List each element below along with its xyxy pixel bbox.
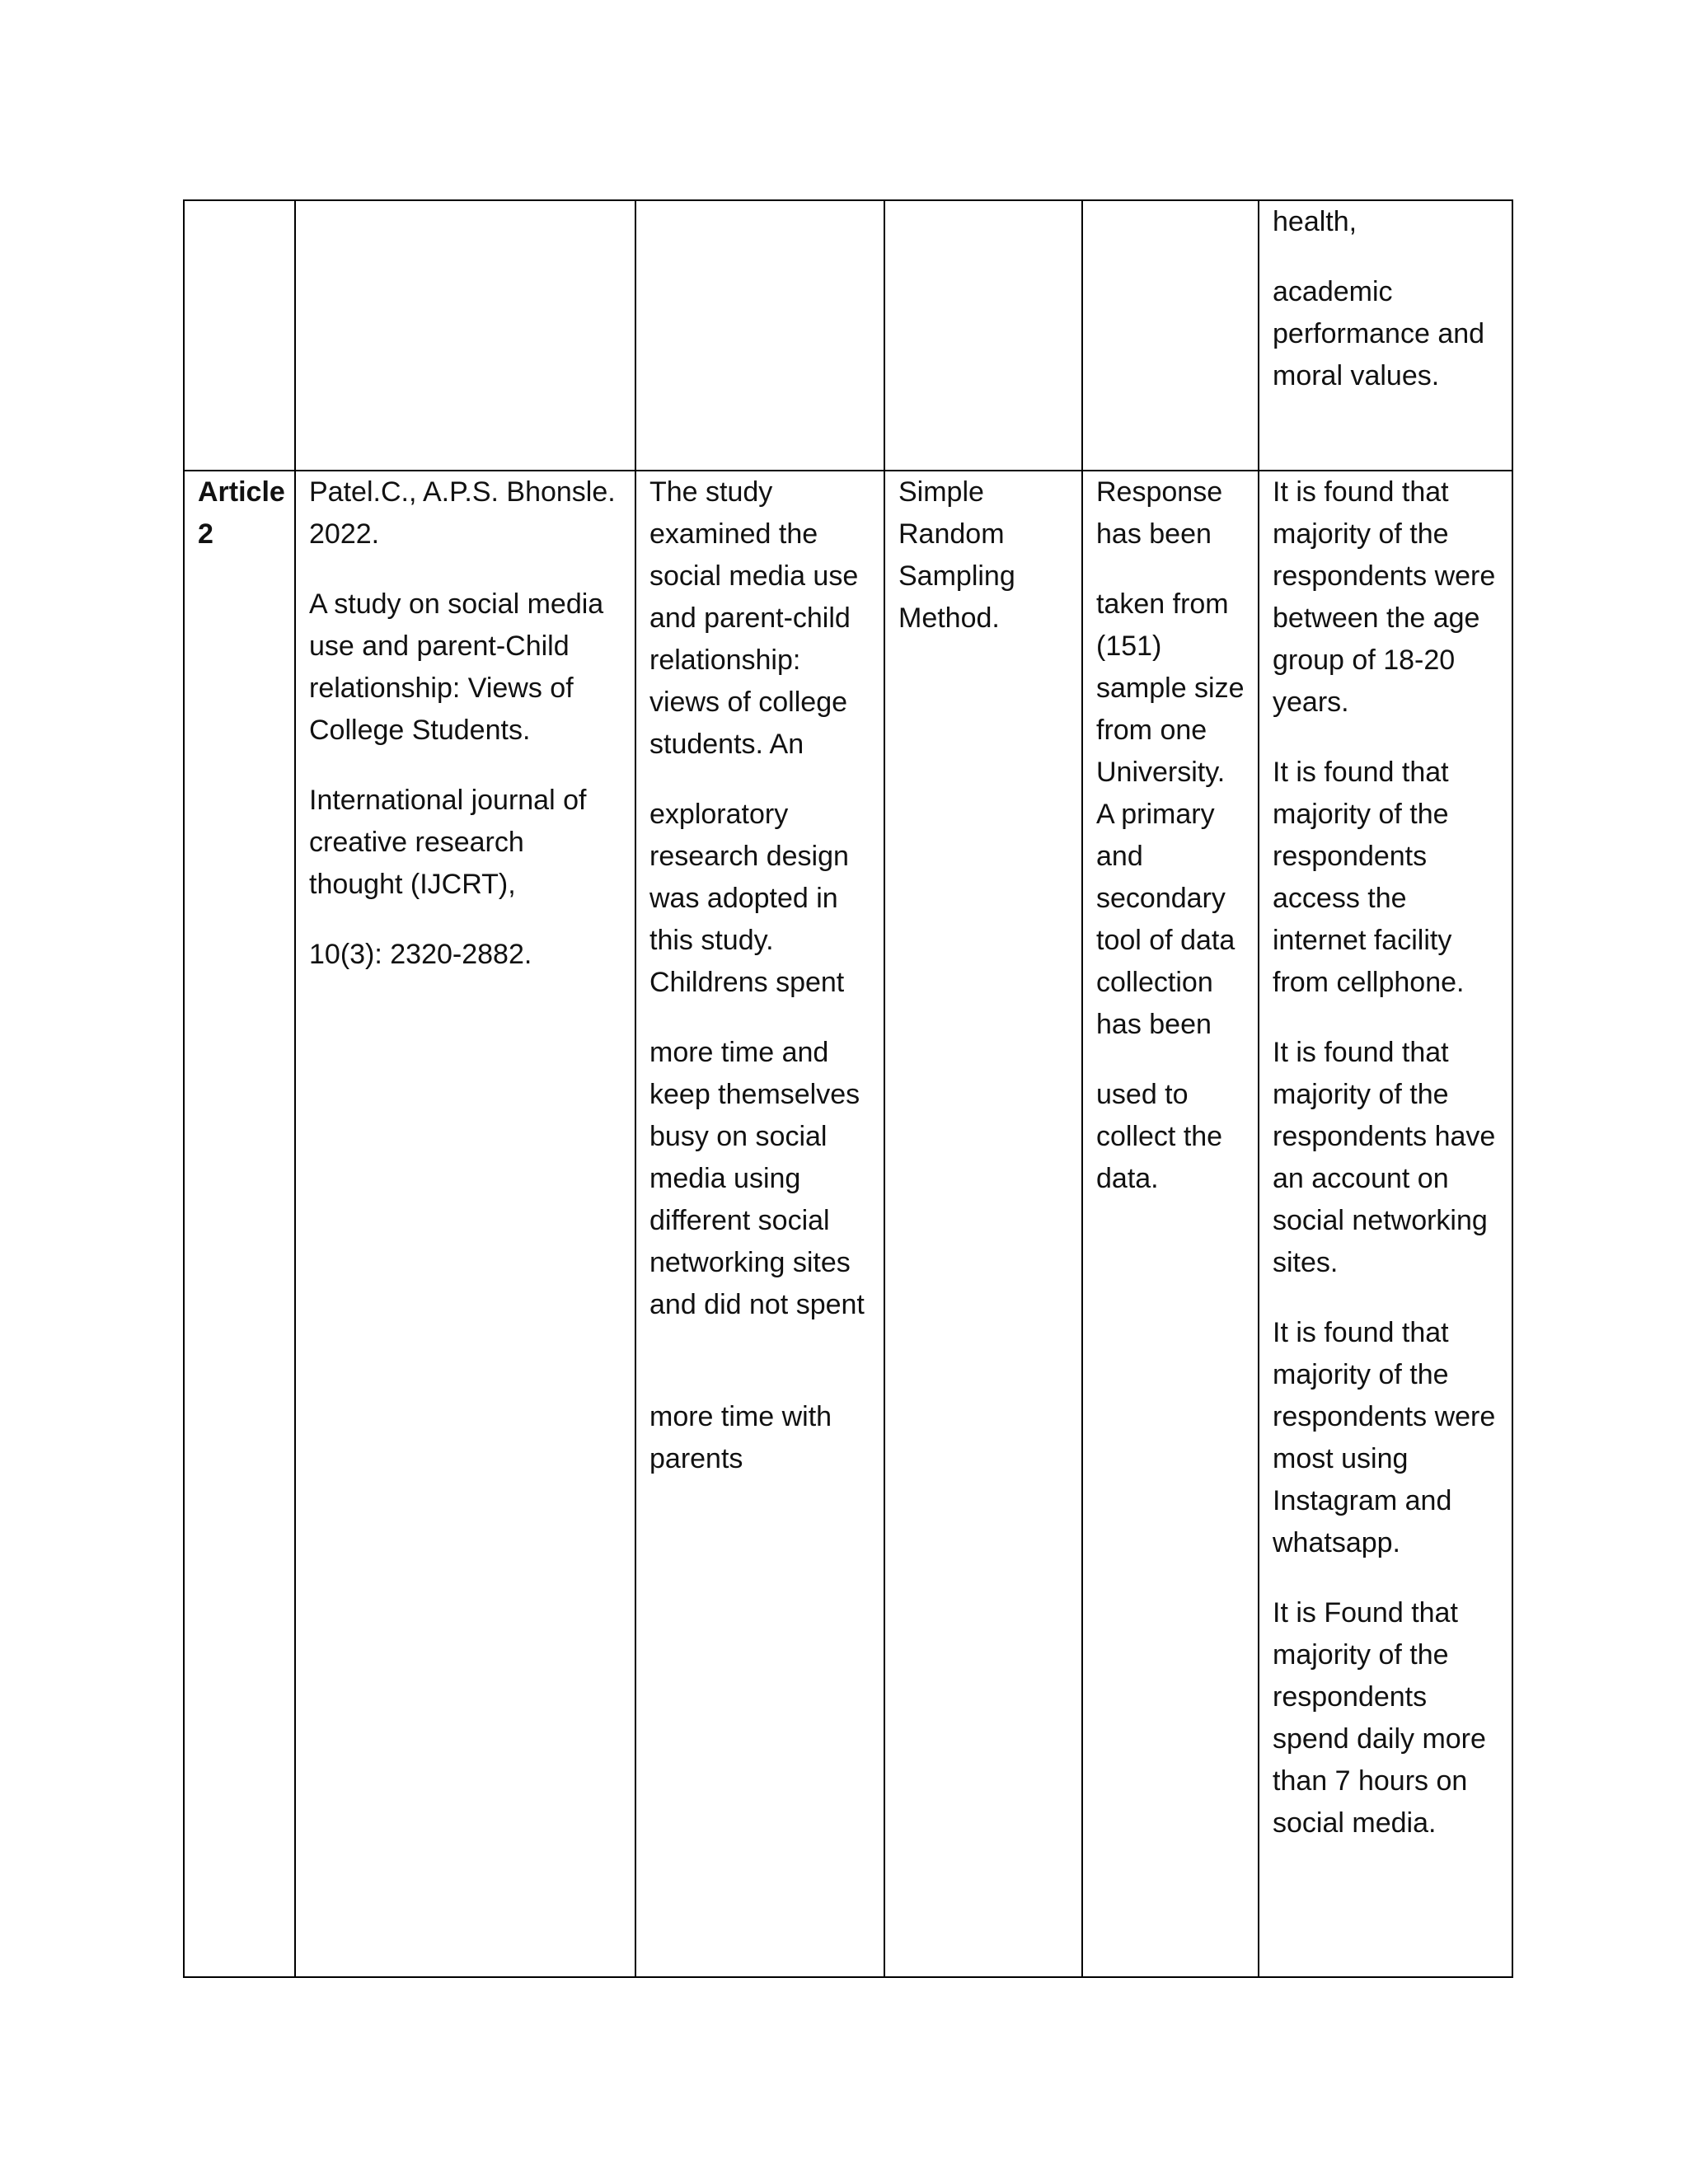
finding-paragraph: It is found that majority of the respondents were between the age group of 18-20 years. (1273, 476, 1496, 718)
objective-paragraph: more time with parents (649, 1401, 832, 1474)
objective-cell (635, 471, 884, 1977)
objective-cell (635, 200, 884, 471)
reference-cell (295, 471, 635, 1977)
method-text: Simple Random Sampling Method. (898, 476, 1015, 634)
article-label: Article 2 (198, 476, 285, 550)
objective-paragraph: The study examined the social media use and parent-child relationship: views of college students. An (649, 476, 859, 760)
reference-title: A study on social media use and parent-Child relationship: Views of College Students. (309, 588, 604, 746)
table-row-continuation (184, 200, 1512, 471)
finding-paragraph: It is found that majority of the respondents access the internet facility from cellphone. (1273, 757, 1465, 998)
finding-paragraph: It is found that majority of the respondents were most using Instagram and whatsapp. (1273, 1317, 1496, 1558)
finding-paragraph: It is found that majority of the respondents have an account on social networking sites. (1273, 1037, 1496, 1278)
reference-journal: International journal of creative research thought (IJCRT), (309, 785, 587, 900)
sample-paragraph: taken from (151) sample size from one University. A primary and secondary tool of data collection has been (1096, 588, 1245, 1040)
method-cell (884, 200, 1082, 471)
findings-cell (1259, 471, 1512, 1977)
objective-paragraph: more time and keep themselves busy on social media using different social networking sites and did not spent (649, 1037, 865, 1320)
article-label-cell (184, 471, 295, 1977)
reference-authors: Patel.C., A.P.S. Bhonsle. 2022. (309, 476, 616, 550)
finding-paragraph: It is Found that majority of the respondents spend daily more than 7 hours on social media. (1273, 1597, 1486, 1839)
finding-paragraph: academic performance and moral values. (1273, 276, 1485, 391)
literature-review-table (183, 199, 1513, 1978)
sample-cell (1082, 471, 1259, 1977)
reference-cell (295, 200, 635, 471)
reference-volume: 10(3): 2320-2882. (309, 939, 532, 970)
sample-paragraph: Response has been (1096, 476, 1223, 550)
objective-paragraph: exploratory research design was adopted in this study. Childrens spent (649, 799, 849, 998)
findings-cell (1259, 200, 1512, 471)
finding-paragraph: health, (1273, 206, 1357, 237)
table-row-article-2 (184, 471, 1512, 1977)
sample-paragraph: used to collect the data. (1096, 1079, 1223, 1194)
sample-cell (1082, 200, 1259, 471)
method-cell (884, 471, 1082, 1977)
label-cell (184, 200, 295, 471)
